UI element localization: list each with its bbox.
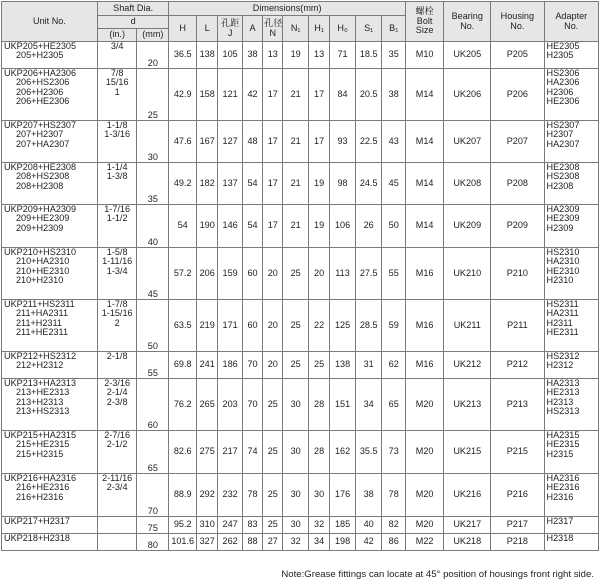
header-mm: (mm) — [137, 29, 169, 42]
housing-cell: P208 — [491, 163, 544, 205]
dimension-cell: 106 — [330, 205, 356, 248]
shaft-mm-cell: 30 — [137, 121, 169, 163]
housing-cell: P206 — [491, 69, 544, 121]
unit-no-cell: UKP208+HE2308 208+HS2308 208+H2308 — [2, 163, 98, 205]
shaft-mm-cell: 55 — [137, 352, 169, 379]
dimension-cell: 30 — [308, 474, 329, 517]
dimension-cell: 57.2 — [169, 248, 197, 300]
housing-cell: P216 — [491, 474, 544, 517]
header-dim-col: B₁ — [382, 16, 405, 42]
dimension-cell: 20.5 — [355, 69, 382, 121]
adapter-cell: HS2312 H2312 — [544, 352, 598, 379]
shaft-inch-cell: 2-7/16 2-1/2 — [97, 431, 136, 474]
dimension-cell: 171 — [218, 300, 243, 352]
table-row — [2, 352, 599, 379]
adapter-cell: HS2310 HA2310 HE2310 H2310 — [544, 248, 598, 300]
dimension-cell: 30 — [283, 379, 309, 431]
header-dim-col: S₁ — [355, 16, 382, 42]
bearing-cell: UK217 — [444, 517, 491, 534]
dimension-cell: 190 — [197, 205, 218, 248]
dimension-cell: 84 — [330, 69, 356, 121]
dimension-cell: 59 — [382, 300, 405, 352]
adapter-cell: HA2309 HE2309 H2309 — [544, 205, 598, 248]
header-bolt-size: 螺栓 Bolt Size — [405, 2, 443, 42]
dimension-cell: 113 — [330, 248, 356, 300]
dimension-cell: 32 — [283, 534, 309, 551]
shaft-inch-cell: 2-11/16 2-3/4 — [97, 474, 136, 517]
adapter-cell: H2318 — [544, 534, 598, 551]
dimension-cell: 101.6 — [169, 534, 197, 551]
bolt-cell: M16 — [405, 352, 443, 379]
unit-no-cell: UKP207+HS2307 207+H2307 207+HA2307 — [2, 121, 98, 163]
table-row — [2, 379, 599, 431]
housing-cell: P207 — [491, 121, 544, 163]
dimension-cell: 151 — [330, 379, 356, 431]
dimension-cell: 21 — [283, 121, 309, 163]
dimension-cell: 19 — [308, 163, 329, 205]
table-row — [2, 474, 599, 517]
dimension-cell: 28 — [308, 379, 329, 431]
unit-no-cell: UKP206+HA2306 206+HS2306 206+H2306 206+HE2306 — [2, 69, 98, 121]
dimension-cell: 42 — [242, 69, 262, 121]
dimension-cell: 60 — [242, 248, 262, 300]
dimension-cell: 54 — [242, 205, 262, 248]
bearing-cell: UK211 — [444, 300, 491, 352]
shaft-inch-cell: 1-7/8 1-15/16 2 — [97, 300, 136, 352]
dimension-cell: 88 — [242, 534, 262, 551]
dimension-cell: 22.5 — [355, 121, 382, 163]
dimension-cell: 27.5 — [355, 248, 382, 300]
dimension-cell: 30 — [283, 517, 309, 534]
shaft-inch-cell — [97, 517, 136, 534]
table-row — [2, 42, 599, 69]
bearing-cell: UK210 — [444, 248, 491, 300]
housing-cell: P205 — [491, 42, 544, 69]
dimension-cell: 38 — [355, 474, 382, 517]
dimension-cell: 310 — [197, 517, 218, 534]
unit-no-cell: UKP217+H2317 — [2, 517, 98, 534]
dimension-cell: 125 — [330, 300, 356, 352]
bearing-cell: UK205 — [444, 42, 491, 69]
header-in: (in.) — [97, 29, 136, 42]
shaft-mm-cell: 50 — [137, 300, 169, 352]
shaft-mm-cell: 70 — [137, 474, 169, 517]
dimension-cell: 54 — [169, 205, 197, 248]
dimension-cell: 25 — [283, 352, 309, 379]
dimension-cell: 93 — [330, 121, 356, 163]
header-adapter-no: Adapter No. — [544, 2, 598, 42]
adapter-cell: HS2306 HA2306 H2306 HE2306 — [544, 69, 598, 121]
dimension-cell: 265 — [197, 379, 218, 431]
housing-cell: P209 — [491, 205, 544, 248]
table-row — [2, 248, 599, 300]
dimension-cell: 186 — [218, 352, 243, 379]
dimension-cell: 167 — [197, 121, 218, 163]
table-row — [2, 534, 599, 551]
adapter-cell: HE2308 HS2308 H2308 — [544, 163, 598, 205]
dimension-cell: 17 — [308, 121, 329, 163]
dimension-cell: 13 — [263, 42, 283, 69]
dimension-cell: 38 — [242, 42, 262, 69]
dimension-cell: 25 — [263, 379, 283, 431]
dimension-cell: 34 — [308, 534, 329, 551]
dimension-cell: 203 — [218, 379, 243, 431]
unit-no-cell: UKP209+HA2309 209+HE2309 209+H2309 — [2, 205, 98, 248]
shaft-inch-cell: 1-5/8 1-11/16 1-3/4 — [97, 248, 136, 300]
dimension-cell: 162 — [330, 431, 356, 474]
dimension-cell: 292 — [197, 474, 218, 517]
bearing-cell: UK213 — [444, 379, 491, 431]
dimension-cell: 127 — [218, 121, 243, 163]
dimension-cell: 28 — [308, 431, 329, 474]
dimension-cell: 42 — [355, 534, 382, 551]
dimension-cell: 21 — [283, 69, 309, 121]
dimension-cell: 27 — [263, 534, 283, 551]
dimension-cell: 275 — [197, 431, 218, 474]
unit-no-cell: UKP210+HS2310 210+HA2310 210+HE2310 210+H2310 — [2, 248, 98, 300]
dimension-cell: 32 — [308, 517, 329, 534]
dimension-cell: 43 — [382, 121, 405, 163]
dimension-cell: 82.6 — [169, 431, 197, 474]
adapter-cell: HS2311 HA2311 H2311 HE2311 — [544, 300, 598, 352]
housing-cell: P211 — [491, 300, 544, 352]
dimension-cell: 62 — [382, 352, 405, 379]
shaft-mm-cell: 25 — [137, 69, 169, 121]
dimension-cell: 20 — [308, 248, 329, 300]
dimension-cell: 21 — [283, 205, 309, 248]
header-shaft-dia: Shaft Dia. — [97, 2, 168, 16]
table-row — [2, 121, 599, 163]
dimension-cell: 25 — [283, 248, 309, 300]
shaft-mm-cell: 80 — [137, 534, 169, 551]
dimension-cell: 70 — [242, 352, 262, 379]
shaft-inch-cell: 1-1/8 1-3/16 — [97, 121, 136, 163]
dimension-cell: 40 — [355, 517, 382, 534]
dimension-cell: 19 — [308, 205, 329, 248]
dimension-cell: 26 — [355, 205, 382, 248]
adapter-cell: HS2307 H2307 HA2307 — [544, 121, 598, 163]
table-row — [2, 163, 599, 205]
spec-table — [1, 1, 599, 551]
dimension-cell: 217 — [218, 431, 243, 474]
dimension-cell: 105 — [218, 42, 243, 69]
bolt-cell: M20 — [405, 379, 443, 431]
dimension-cell: 35 — [382, 42, 405, 69]
bearing-cell: UK208 — [444, 163, 491, 205]
bolt-cell: M14 — [405, 163, 443, 205]
dimension-cell: 20 — [263, 352, 283, 379]
shaft-inch-cell: 1-7/16 1-1/2 — [97, 205, 136, 248]
dimension-cell: 17 — [263, 163, 283, 205]
dimension-cell: 137 — [218, 163, 243, 205]
housing-cell: P212 — [491, 352, 544, 379]
bearing-cell: UK212 — [444, 352, 491, 379]
dimension-cell: 21 — [283, 163, 309, 205]
dimension-cell: 49.2 — [169, 163, 197, 205]
adapter-cell: HA2316 HE2316 H2316 — [544, 474, 598, 517]
dimension-cell: 25 — [263, 474, 283, 517]
shaft-inch-cell: 2-3/16 2-1/4 2-3/8 — [97, 379, 136, 431]
dimension-cell: 73 — [382, 431, 405, 474]
dimension-cell: 65 — [382, 379, 405, 431]
header-dimensions: Dimensions(mm) — [169, 2, 406, 16]
dimension-cell: 176 — [330, 474, 356, 517]
dimension-cell: 78 — [382, 474, 405, 517]
dimension-cell: 35.5 — [355, 431, 382, 474]
dimension-cell: 45 — [382, 163, 405, 205]
bolt-cell: M16 — [405, 248, 443, 300]
dimension-cell: 185 — [330, 517, 356, 534]
dimension-cell: 50 — [382, 205, 405, 248]
bolt-cell: M20 — [405, 517, 443, 534]
dimension-cell: 182 — [197, 163, 218, 205]
dimension-cell: 31 — [355, 352, 382, 379]
dimension-cell: 48 — [242, 121, 262, 163]
dimension-cell: 30 — [283, 474, 309, 517]
unit-no-cell: UKP205+HE2305 205+H2305 — [2, 42, 98, 69]
dimension-cell: 121 — [218, 69, 243, 121]
dimension-cell: 247 — [218, 517, 243, 534]
adapter-cell: HA2315 HE2315 H2315 — [544, 431, 598, 474]
header-dim-col: 孔距 J — [218, 16, 243, 42]
bolt-cell: M20 — [405, 474, 443, 517]
dimension-cell: 25 — [283, 300, 309, 352]
dimension-cell: 241 — [197, 352, 218, 379]
dimension-cell: 159 — [218, 248, 243, 300]
bolt-cell: M22 — [405, 534, 443, 551]
dimension-cell: 17 — [263, 205, 283, 248]
header-dim-col: N₁ — [283, 16, 309, 42]
bearing-cell: UK209 — [444, 205, 491, 248]
dimension-cell: 88.9 — [169, 474, 197, 517]
dimension-cell: 71 — [330, 42, 356, 69]
bolt-cell: M10 — [405, 42, 443, 69]
dimension-cell: 22 — [308, 300, 329, 352]
header-dim-col: H — [169, 16, 197, 42]
shaft-mm-cell: 65 — [137, 431, 169, 474]
unit-no-cell: UKP216+HA2316 216+HE2316 216+H2316 — [2, 474, 98, 517]
header-dim-col: H₁ — [308, 16, 329, 42]
header-dim-col: A — [242, 16, 262, 42]
shaft-mm-cell: 60 — [137, 379, 169, 431]
header-unit-no: Unit No. — [2, 2, 98, 42]
dimension-cell: 70 — [242, 379, 262, 431]
dimension-cell: 19 — [283, 42, 309, 69]
dimension-cell: 36.5 — [169, 42, 197, 69]
dimension-cell: 25 — [263, 431, 283, 474]
dimension-cell: 18.5 — [355, 42, 382, 69]
shaft-inch-cell: 2-1/8 — [97, 352, 136, 379]
dimension-cell: 138 — [330, 352, 356, 379]
housing-cell: P215 — [491, 431, 544, 474]
bolt-cell: M14 — [405, 205, 443, 248]
header-dim-col: 孔径 N — [263, 16, 283, 42]
dimension-cell: 138 — [197, 42, 218, 69]
dimension-cell: 69.8 — [169, 352, 197, 379]
dimension-cell: 47.6 — [169, 121, 197, 163]
dimension-cell: 219 — [197, 300, 218, 352]
bearing-cell: UK218 — [444, 534, 491, 551]
adapter-cell: HE2305 H2305 — [544, 42, 598, 69]
unit-no-cell: UKP211+HS2311 211+HA2311 211+H2311 211+HE2311 — [2, 300, 98, 352]
dimension-cell: 25 — [263, 517, 283, 534]
adapter-cell: H2317 — [544, 517, 598, 534]
dimension-cell: 98 — [330, 163, 356, 205]
dimension-cell: 262 — [218, 534, 243, 551]
shaft-mm-cell: 20 — [137, 42, 169, 69]
table-row — [2, 431, 599, 474]
unit-no-cell: UKP212+HS2312 212+H2312 — [2, 352, 98, 379]
table-row — [2, 517, 599, 534]
housing-cell: P213 — [491, 379, 544, 431]
dimension-cell: 17 — [263, 121, 283, 163]
dimension-cell: 38 — [382, 69, 405, 121]
dimension-cell: 78 — [242, 474, 262, 517]
housing-cell: P210 — [491, 248, 544, 300]
adapter-cell: HA2313 HE2313 H2313 HS2313 — [544, 379, 598, 431]
bearing-cell: UK206 — [444, 69, 491, 121]
shaft-mm-cell: 40 — [137, 205, 169, 248]
dimension-cell: 24.5 — [355, 163, 382, 205]
shaft-inch-cell: 7/8 15/16 1 — [97, 69, 136, 121]
header-dim-col: L — [197, 16, 218, 42]
dimension-cell: 20 — [263, 300, 283, 352]
shaft-mm-cell: 45 — [137, 248, 169, 300]
dimension-cell: 42.9 — [169, 69, 197, 121]
dimension-cell: 60 — [242, 300, 262, 352]
dimension-cell: 55 — [382, 248, 405, 300]
dimension-cell: 25 — [308, 352, 329, 379]
housing-cell: P218 — [491, 534, 544, 551]
shaft-inch-cell: 3/4 — [97, 42, 136, 69]
bolt-cell: M14 — [405, 69, 443, 121]
bolt-cell: M20 — [405, 431, 443, 474]
header-housing-no: Housing No. — [491, 2, 544, 42]
dimension-cell: 76.2 — [169, 379, 197, 431]
dimension-cell: 54 — [242, 163, 262, 205]
dimension-cell: 146 — [218, 205, 243, 248]
header-dim-col: H₀ — [330, 16, 356, 42]
header-bearing-no: Bearing No. — [444, 2, 491, 42]
dimension-cell: 17 — [308, 69, 329, 121]
dimension-cell: 28.5 — [355, 300, 382, 352]
dimension-cell: 232 — [218, 474, 243, 517]
dimension-cell: 34 — [355, 379, 382, 431]
bolt-cell: M16 — [405, 300, 443, 352]
bearing-cell: UK215 — [444, 431, 491, 474]
dimension-cell: 17 — [263, 69, 283, 121]
unit-no-cell: UKP215+HA2315 215+HE2315 215+H2315 — [2, 431, 98, 474]
dimension-cell: 86 — [382, 534, 405, 551]
dimension-cell: 198 — [330, 534, 356, 551]
shaft-mm-cell: 35 — [137, 163, 169, 205]
dimension-cell: 158 — [197, 69, 218, 121]
dimension-cell: 82 — [382, 517, 405, 534]
dimension-cell: 20 — [263, 248, 283, 300]
shaft-inch-cell — [97, 534, 136, 551]
bearing-cell: UK216 — [444, 474, 491, 517]
footnote: Note:Grease fittings can locate at 45° position of housings front right side. — [281, 569, 594, 580]
shaft-mm-cell: 75 — [137, 517, 169, 534]
dimension-cell: 206 — [197, 248, 218, 300]
header-d: d — [97, 16, 168, 29]
unit-no-cell: UKP218+H2318 — [2, 534, 98, 551]
table-row — [2, 300, 599, 352]
dimension-cell: 327 — [197, 534, 218, 551]
dimension-cell: 13 — [308, 42, 329, 69]
dimension-cell: 63.5 — [169, 300, 197, 352]
shaft-inch-cell: 1-1/4 1-3/8 — [97, 163, 136, 205]
dimension-cell: 95.2 — [169, 517, 197, 534]
bolt-cell: M14 — [405, 121, 443, 163]
housing-cell: P217 — [491, 517, 544, 534]
dimension-cell: 83 — [242, 517, 262, 534]
dimension-cell: 30 — [283, 431, 309, 474]
unit-no-cell: UKP213+HA2313 213+HE2313 213+H2313 213+HS2313 — [2, 379, 98, 431]
bearing-cell: UK207 — [444, 121, 491, 163]
table-row — [2, 205, 599, 248]
dimension-cell: 74 — [242, 431, 262, 474]
table-row — [2, 69, 599, 121]
